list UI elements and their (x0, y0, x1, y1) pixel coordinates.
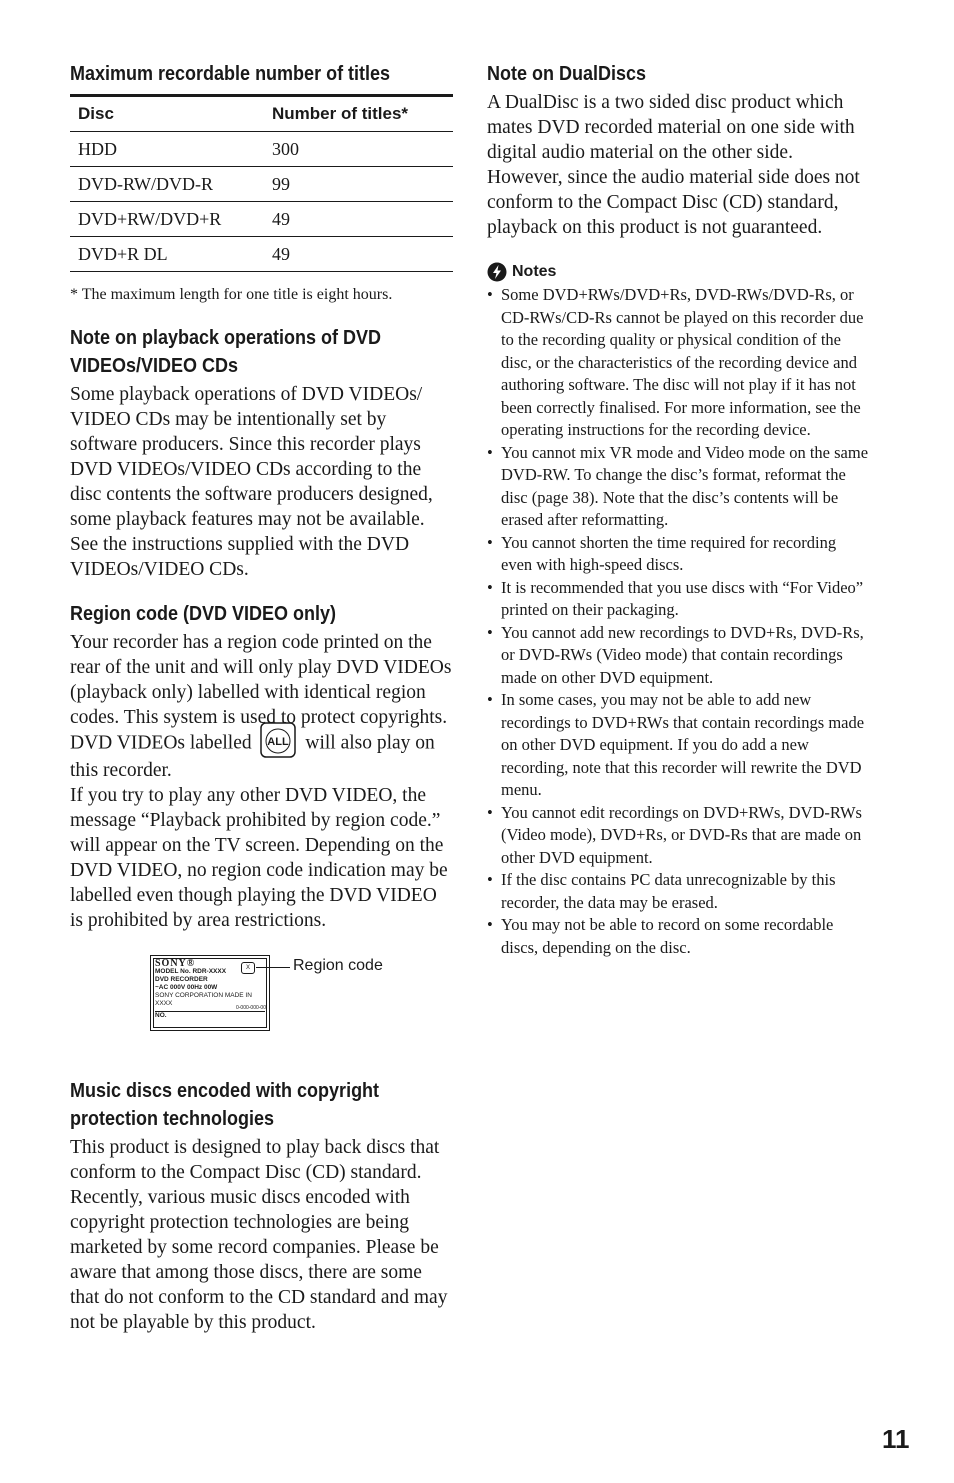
music-body-1: This product is designed to play back discs that conform to the Compact Disc (CD) standard. (70, 1137, 440, 1183)
left-column (70, 60, 454, 1335)
table-row (70, 167, 453, 202)
list-item: • You cannot edit recordings on DVD+RWs, DVD-RWs (Video mode), DVD+Rs, or DVD-Rs that are made on other DVD equipment. (487, 802, 871, 870)
music-body-2: Recently, various music discs encoded with copyright protection technologies are being marketed by some record companies. Please be aware that among those discs, there are some that do not conform to the CD standard and may not be playable by this product. (70, 1187, 448, 1333)
region-code-callout: Region code (293, 957, 383, 974)
table-header-disc: Disc (70, 96, 264, 132)
list-item: • You may not be able to record on some recordable discs, depending on the disc. (487, 914, 871, 959)
label-serial: 0-000-000-00 (235, 1005, 266, 1011)
notes-header (487, 262, 871, 282)
region-body-2 (70, 730, 454, 783)
table-row (70, 202, 453, 237)
region-body-1: Your recorder has a region code printed on the rear of the unit and will only play DVD VIDEOs (playback only) labelled with identical region codes. This system is used to protect copyrights. (70, 632, 452, 728)
label-region-code-box: X (241, 962, 255, 974)
notes-list (487, 284, 871, 959)
label-power: ~AC 000V 00Hz 00W (155, 984, 218, 991)
page-number: 11 (882, 1424, 910, 1454)
label-model-prefix: MODEL No. (155, 968, 191, 975)
list-item: • Some DVD+RWs/DVD+Rs, DVD-RWs/DVD-Rs, or CD-RWs/CD-Rs cannot be played on this recorder due to the recording quality or physical condition of the disc, or the characteristics of the recording device and authoring software. The disc will not play if it has not been correctly finalised. For more information, see the operating instructions for the recording device. (487, 284, 871, 442)
dualdisc-body: A DualDisc is a two sided disc product which mates DVD recorded material on one side with digital audio material on the other side. However, since the audio material side does not conform to the Compact Disc (CD) standard, playback on this product is not guaranteed. (487, 92, 860, 238)
table-cell-disc: DVD-RW/DVD-R (70, 167, 264, 202)
region-body-3: If you try to play any other DVD VIDEO, the message “Playback prohibited by region code.” will appear on the TV screen. Depending on the DVD VIDEO, no region code indication may be labelled even though playing the DVD VIDEO is prohibited by area restrictions. (70, 785, 448, 931)
list-item: • It is recommended that you use discs with “For Video” printed on their packaging. (487, 577, 871, 622)
right-column (487, 60, 871, 959)
table-header-row (70, 96, 453, 132)
region-body-2-before: DVD VIDEOs labelled (70, 732, 252, 754)
playback-section (70, 324, 454, 582)
table-cell-titles: 49 (264, 237, 453, 272)
rear-label (150, 955, 270, 1031)
table-row (70, 237, 453, 272)
region-body-2-after: will also play on this recorder. (70, 732, 435, 781)
table-cell-titles: 300 (264, 132, 453, 167)
label-model: RDR-XXXX (192, 968, 227, 975)
label-no: NO. (155, 1011, 265, 1020)
table-cell-disc: HDD (70, 132, 264, 167)
callout-leader-line (256, 967, 290, 968)
dualdisc-heading: Note on DualDiscs (487, 63, 647, 85)
rear-label-figure (70, 955, 454, 1047)
table-row (70, 132, 453, 167)
region-section (70, 600, 454, 1047)
region-heading: Region code (DVD VIDEO only) (70, 603, 337, 625)
list-item: • You cannot add new recordings to DVD+Rs, DVD-Rs, or DVD-RWs (Video mode) that contain recordings made on other DVD equipment. (487, 622, 871, 690)
label-maker: SONY CORPORATION MADE IN XXXX (155, 992, 252, 1007)
list-item: • You cannot shorten the time required for recording even with high-speed discs. (487, 532, 871, 577)
playback-heading: Note on playback operations of DVD VIDEOs/VIDEO CDs (70, 327, 382, 377)
all-badge-text: ALL (267, 736, 290, 748)
all-region-icon (260, 722, 296, 758)
music-heading: Music discs encoded with copyright protection technologies (70, 1080, 380, 1130)
table-cell-titles: 49 (264, 202, 453, 237)
titles-table (70, 94, 453, 272)
label-product: DVD RECORDER (155, 976, 208, 983)
notes-heading: Notes (512, 263, 557, 280)
notes-icon (487, 262, 507, 282)
table-header-titles: Number of titles* (264, 96, 453, 132)
table-cell-disc: DVD+R DL (70, 237, 264, 272)
list-item: • In some cases, you may not be able to add new recordings to DVD+RWs that contain recordings made on other DVD equipment. If you do add a new recording, note that this recorder will rewrite the DVD menu. (487, 689, 871, 802)
titles-heading: Maximum recordable number of titles (70, 63, 391, 85)
label-brand-logo: SONY® (155, 958, 196, 969)
list-item: • You cannot mix VR mode and Video mode on the same DVD-RW. To change the disc’s format, reformat the disc (page 38). Note that the disc’s contents will be erased after reformatting. (487, 442, 871, 532)
list-item: • If the disc contains PC data unrecognizable by this recorder, the data may be erased. (487, 869, 871, 914)
titles-footnote: * The maximum length for one title is eight hours. (70, 286, 393, 303)
playback-body: Some playback operations of DVD VIDEOs/ VIDEO CDs may be intentionally set by software producers. Since this recorder plays DVD VIDEOs/VIDEO CDs according to the disc contents the software producers designed, some playback features may not be available. See the instructions supplied with the DVD VIDEOs/VIDEO CDs. (70, 384, 433, 580)
table-cell-disc: DVD+RW/DVD+R (70, 202, 264, 237)
table-cell-titles: 99 (264, 167, 453, 202)
music-section (70, 1077, 454, 1335)
